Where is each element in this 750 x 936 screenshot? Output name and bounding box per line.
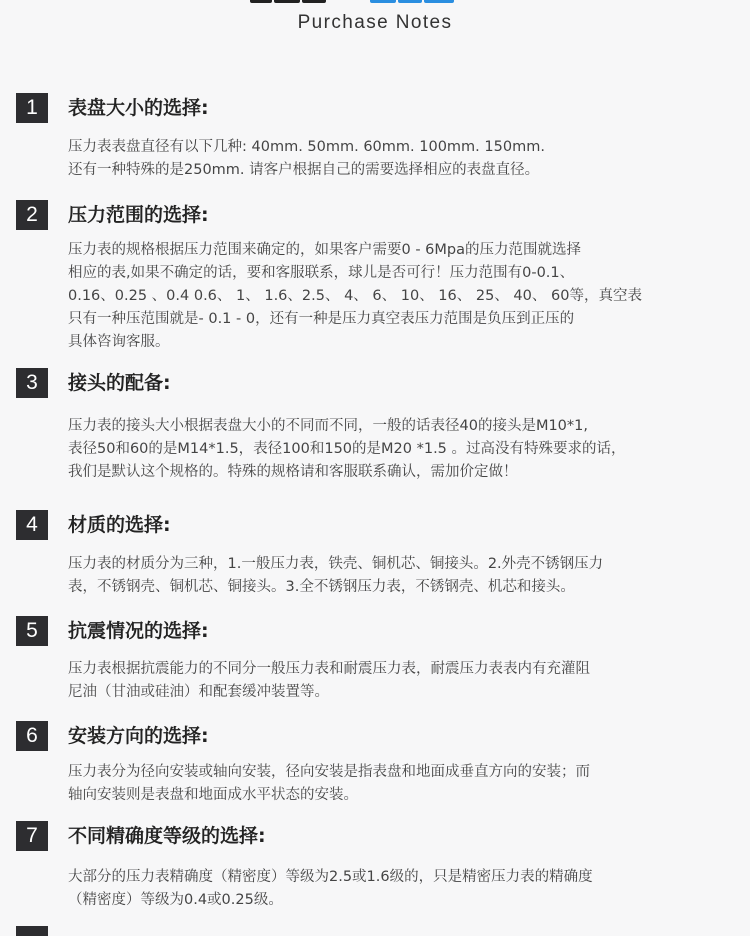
section-body [68, 415, 700, 484]
section-title: 不同精确度等级的选择: [68, 825, 266, 847]
body-line: （精密度）等级为0.4或0.25级。 [68, 892, 283, 908]
body-line: 压力表分为径向安装或轴向安装，径向安装是指表盘和地面成垂直方向的安装；而 [68, 764, 590, 780]
section-title: 接头的配备: [68, 372, 171, 394]
body-line: 轴向安装则是表盘和地面成水平状态的安装。 [68, 787, 358, 803]
section-number: 3 [16, 368, 48, 398]
body-line: 相应的表,如果不确定的话，要和客服联系，球儿是否可行！压力范围有0-0.1、 [68, 265, 575, 281]
body-line: 压力表的材质分为三种，1.一般压力表，铁壳、铜机芯、铜接头。2.外壳不锈钢压力 [68, 556, 604, 572]
section-title: 压力范围的选择: [68, 204, 209, 226]
section-body [68, 761, 700, 807]
body-line: 我们是默认这个规格的。特殊的规格请和客服联系确认，需加价定做！ [68, 464, 518, 480]
section-title: 抗震情况的选择: [68, 620, 209, 642]
section-number: 6 [16, 721, 48, 751]
body-line: 还有一种特殊的是250mm. 请客户根据自己的需要选择相应的表盘直径。 [68, 162, 540, 178]
body-line: 压力表的规格根据压力范围来确定的，如果客户需要0 - 6Mpa的压力范围就选择 [68, 242, 581, 258]
body-line: 尼油（甘油或硅油）和配套缓冲装置等。 [68, 684, 329, 700]
section-title: 安装方向的选择: [68, 725, 209, 747]
section-title: 材质的选择: [68, 514, 171, 536]
header-title-fragment [250, 0, 500, 4]
section-body [68, 136, 700, 182]
header [0, 0, 750, 40]
body-line: 只有一种压范围就是- 0.1 - 0，还有一种是压力真空表压力范围是负压到正压的 [68, 311, 575, 327]
section-title: 表盘大小的选择: [68, 97, 209, 119]
body-line: 表径50和60的是M14*1.5，表径100和150的是M20 *1.5 。过高没有特殊要求的话， [68, 441, 626, 457]
body-line: 压力表根据抗震能力的不同分一般压力表和耐震压力表，耐震压力表表内有充灌阻 [68, 661, 590, 677]
section-number: 1 [16, 93, 48, 123]
section-body [68, 866, 700, 912]
section-body [68, 239, 700, 354]
body-line: 大部分的压力表精确度（精密度）等级为2.5或1.6级的，只是精密压力表的精确度 [68, 869, 593, 885]
section-body [68, 658, 700, 704]
section-number: 5 [16, 616, 48, 646]
body-line: 压力表的接头大小根据表盘大小的不同而不同，一般的话表径40的接头是M10*1, [68, 418, 588, 434]
next-section-marker [16, 926, 48, 936]
section-number: 2 [16, 200, 48, 230]
body-line: 压力表表盘直径有以下几种: 40mm. 50mm. 60mm. 100mm. 150mm. [68, 139, 545, 155]
body-line: 0.16、0.25 、0.4 0.6、 1、 1.6、2.5、 4、 6、 10、 16、 25、 40、 60等，真空表 [68, 288, 642, 304]
body-line: 具体咨询客服。 [68, 334, 170, 350]
section-number: 7 [16, 821, 48, 851]
section-body [68, 553, 700, 599]
header-subtitle: Purchase Notes [297, 12, 453, 33]
section-number: 4 [16, 510, 48, 540]
body-line: 表，不锈钢壳、铜机芯、铜接头。3.全不锈钢压力表，不锈钢壳、机芯和接头。 [68, 579, 575, 595]
